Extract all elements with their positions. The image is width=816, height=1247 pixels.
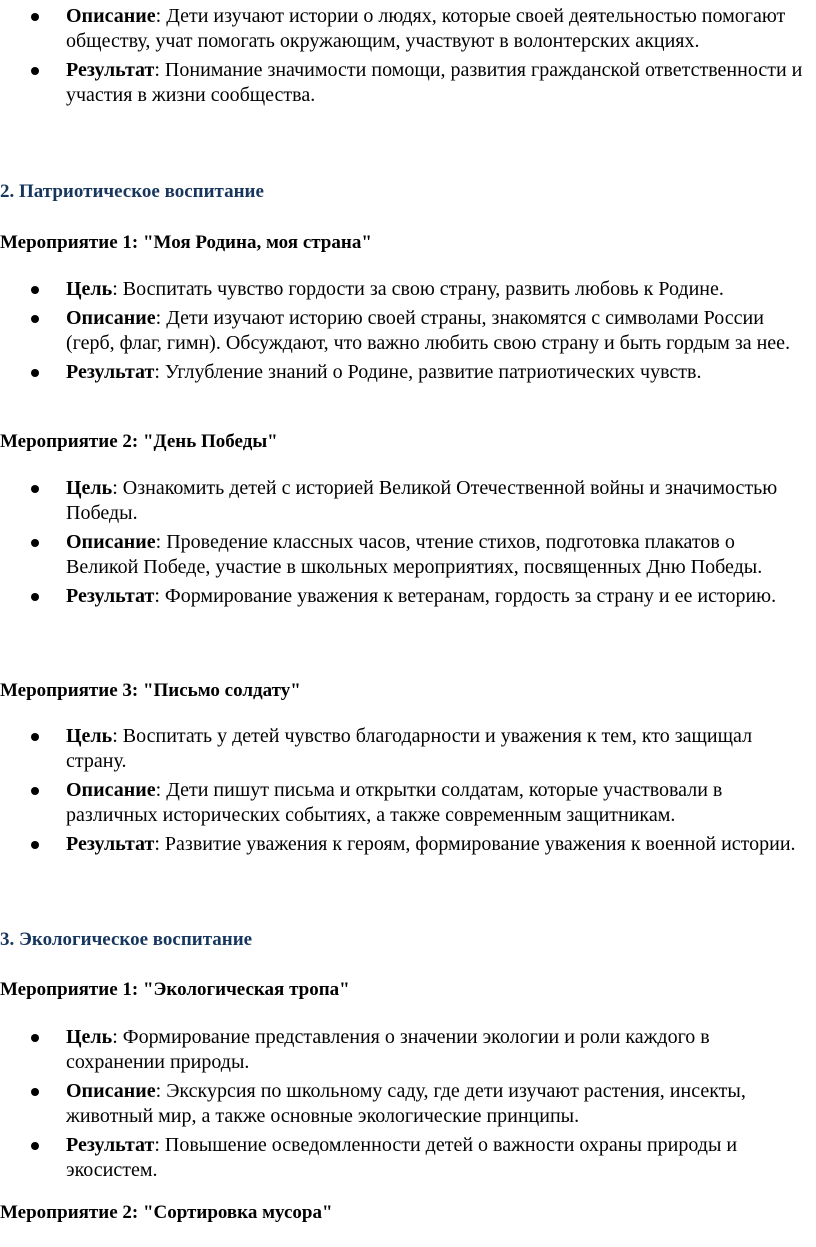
item-text: : Формирование представления о значении экологии и роли каждого в сохранении природы. bbox=[66, 1026, 710, 1073]
bullet-icon bbox=[31, 1034, 39, 1042]
bullet-icon bbox=[31, 593, 39, 601]
item-text: : Проведение классных часов, чтение стихов, подготовка плакатов о Великой Победе, участие в школьных мероприятиях, посвященных Дню Победы. bbox=[66, 531, 763, 578]
item-label: Описание bbox=[66, 1080, 156, 1102]
list-item bbox=[0, 832, 816, 857]
bullet-icon bbox=[31, 539, 39, 547]
item-text: : Формирование уважения к ветеранам, гордость за страну и ее историю. bbox=[154, 585, 777, 607]
item-label: Цель bbox=[66, 725, 113, 747]
bullet-icon bbox=[31, 485, 39, 493]
item-text: : Развитие уважения к героям, формирование уважения к военной истории. bbox=[154, 833, 796, 855]
list-item bbox=[0, 1025, 816, 1075]
item-label: Цель bbox=[66, 278, 113, 300]
bullet-icon bbox=[31, 1088, 39, 1096]
item-label: Описание bbox=[66, 779, 156, 801]
item-label: Результат bbox=[66, 585, 155, 607]
list-item bbox=[0, 360, 816, 385]
list-item bbox=[0, 277, 816, 302]
item-label: Результат bbox=[66, 59, 155, 81]
event-heading: Мероприятие 2: "Сортировка мусора" bbox=[0, 1202, 333, 1223]
item-label: Результат bbox=[66, 833, 155, 855]
item-text: : Воспитать чувство гордости за свою страну, развить любовь к Родине. bbox=[112, 278, 724, 300]
item-label: Описание bbox=[66, 307, 156, 329]
event-list bbox=[0, 476, 816, 613]
list-item bbox=[0, 306, 816, 356]
item-text: : Повышение осведомленности детей о важности охраны природы и экосистем. bbox=[66, 1134, 738, 1181]
list-item bbox=[0, 4, 816, 54]
bullet-icon bbox=[31, 1142, 39, 1150]
item-text: : Экскурсия по школьному саду, где дети изучают растения, инсекты, животный мир, а также основные экологические принципы. bbox=[66, 1080, 746, 1127]
item-text: : Дети изучают истории о людях, которые своей деятельностью помогают обществу, учат помогать окружающим, участвуют в волонтерских акциях. bbox=[66, 5, 786, 52]
list-item bbox=[0, 530, 816, 580]
event-list bbox=[0, 1025, 816, 1187]
item-label: Цель bbox=[66, 1026, 113, 1048]
event-list bbox=[0, 277, 816, 389]
list-item bbox=[0, 1133, 816, 1183]
item-text: : Воспитать у детей чувство благодарности и уважения к тем, кто защищал страну. bbox=[66, 725, 753, 772]
item-label: Описание bbox=[66, 5, 156, 27]
event-heading: Мероприятие 3: "Письмо солдату" bbox=[0, 680, 301, 701]
item-label: Цель bbox=[66, 477, 113, 499]
bullet-icon bbox=[31, 369, 39, 377]
intro-list bbox=[0, 4, 816, 112]
bullet-icon bbox=[31, 841, 39, 849]
list-item bbox=[0, 584, 816, 609]
list-item bbox=[0, 476, 816, 526]
list-item bbox=[0, 778, 816, 828]
event-heading: Мероприятие 2: "День Победы" bbox=[0, 431, 278, 452]
event-list bbox=[0, 724, 816, 861]
item-text: : Понимание значимости помощи, развития гражданской ответственности и участия в жизни сообщества. bbox=[66, 59, 803, 106]
bullet-icon bbox=[31, 67, 39, 75]
bullet-icon bbox=[31, 286, 39, 294]
item-label: Результат bbox=[66, 361, 155, 383]
bullet-icon bbox=[31, 315, 39, 323]
bullet-icon bbox=[31, 13, 39, 21]
list-item bbox=[0, 1079, 816, 1129]
item-text: : Дети пишут письма и открытки солдатам, которые участвовали в различных исторических событиях, а также современным защитникам. bbox=[66, 779, 723, 826]
section-heading: 2. Патриотическое воспитание bbox=[0, 181, 264, 202]
list-item bbox=[0, 58, 816, 108]
event-heading: Мероприятие 1: "Моя Родина, моя страна" bbox=[0, 232, 372, 253]
item-label: Описание bbox=[66, 531, 156, 553]
list-item bbox=[0, 724, 816, 774]
event-heading: Мероприятие 1: "Экологическая тропа" bbox=[0, 979, 350, 1000]
item-text: : Ознакомить детей с историей Великой Отечественной войны и значимостью Победы. bbox=[66, 477, 778, 524]
section-heading: 3. Экологическое воспитание bbox=[0, 929, 253, 950]
item-label: Результат bbox=[66, 1134, 155, 1156]
item-text: : Дети изучают историю своей страны, знакомятся с символами России (герб, флаг, гимн). Обсуждают, что важно любить свою страну и быть гордым за нее. bbox=[66, 307, 791, 354]
bullet-icon bbox=[31, 733, 39, 741]
bullet-icon bbox=[31, 787, 39, 795]
item-text: : Углубление знаний о Родине, развитие патриотических чувств. bbox=[154, 361, 702, 383]
